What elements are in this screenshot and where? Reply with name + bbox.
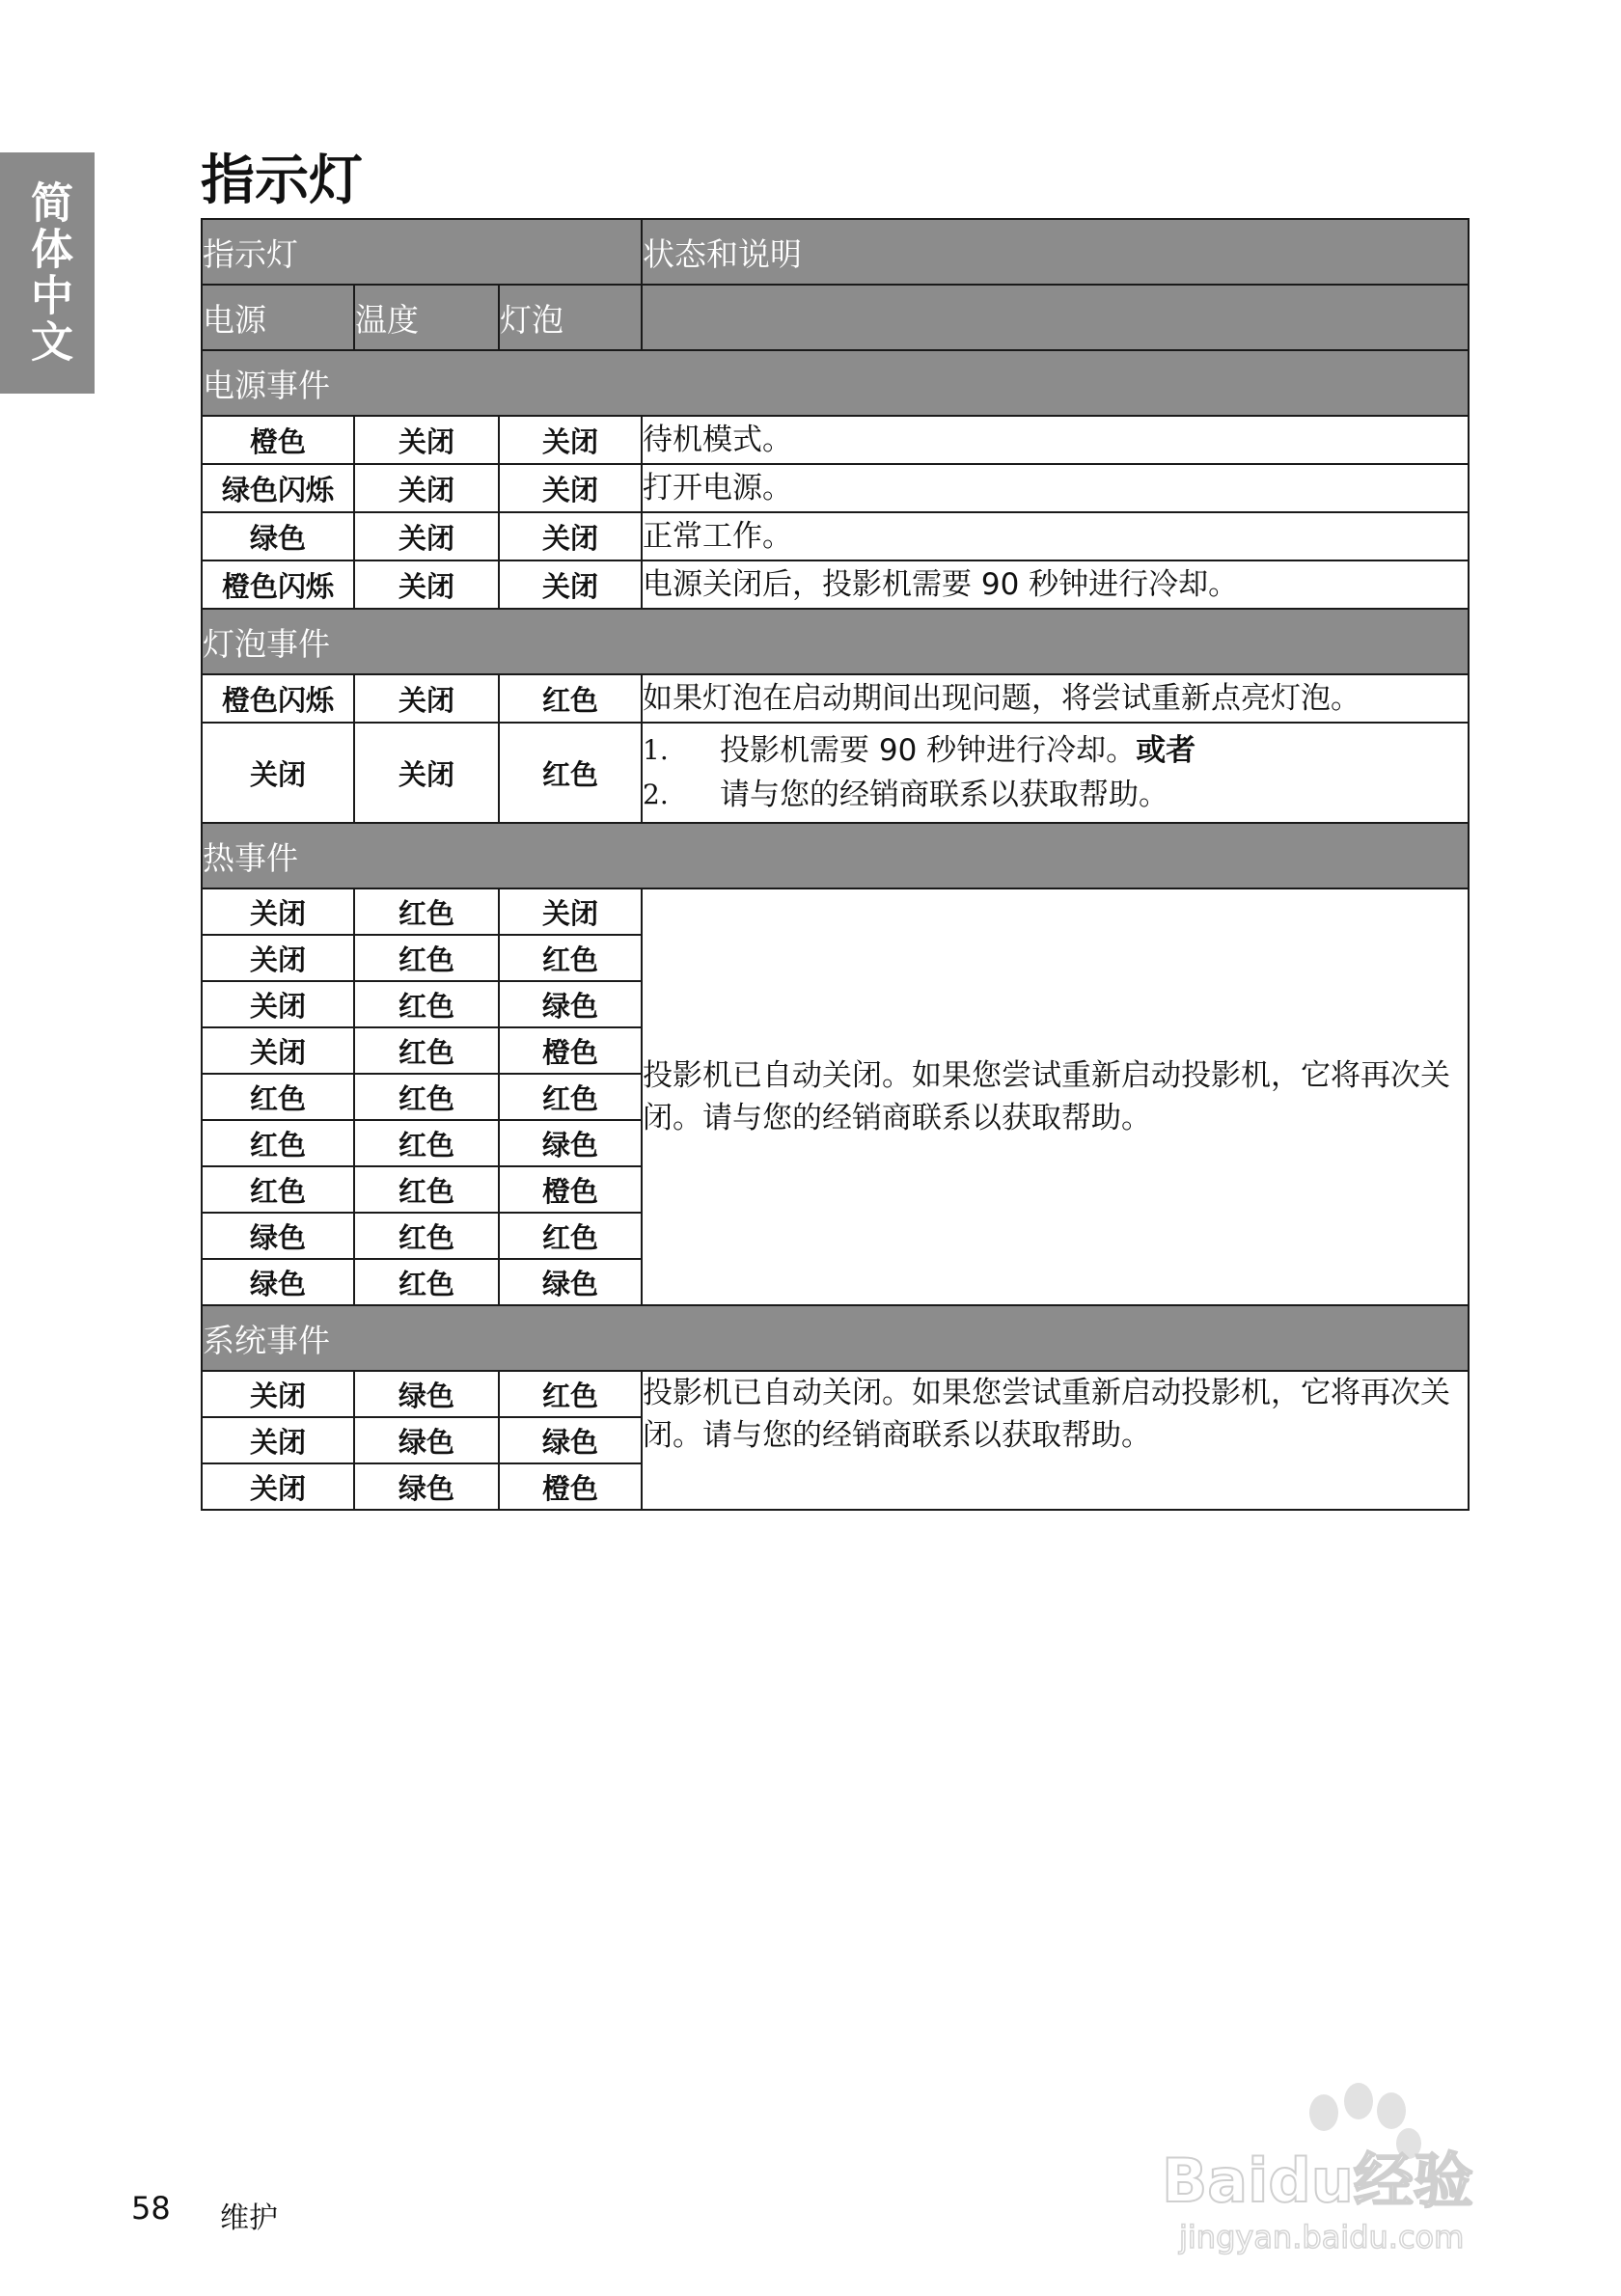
temp-cell: 红色 <box>354 1027 499 1074</box>
lamp-cell: 关闭 <box>499 888 642 935</box>
lamp-cell: 关闭 <box>499 560 642 609</box>
temp-cell: 绿色 <box>354 1463 499 1510</box>
lamp-cell: 关闭 <box>499 464 642 512</box>
temp-cell: 红色 <box>354 1213 499 1259</box>
power-cell: 红色 <box>202 1120 354 1166</box>
power-cell: 关闭 <box>202 1417 354 1463</box>
lamp-cell: 红色 <box>499 674 642 723</box>
lamp-cell: 绿色 <box>499 1259 642 1305</box>
lamp-cell: 红色 <box>499 1371 642 1417</box>
table-row <box>202 674 1469 723</box>
power-cell: 绿色 <box>202 1259 354 1305</box>
power-cell: 关闭 <box>202 935 354 981</box>
lamp-cell: 绿色 <box>499 1417 642 1463</box>
temp-cell: 绿色 <box>354 1417 499 1463</box>
temp-cell: 红色 <box>354 888 499 935</box>
power-cell: 绿色闪烁 <box>202 464 354 512</box>
steps-list <box>643 728 1468 817</box>
power-cell: 红色 <box>202 1166 354 1213</box>
step-emphasis: 或者 <box>1136 733 1196 768</box>
lamp-cell: 橙色 <box>499 1463 642 1510</box>
baidu-watermark <box>1160 2074 1584 2257</box>
section-thermal-events <box>202 823 1469 888</box>
step-text: 请与您的经销商联系以获取帮助。 <box>720 778 1169 812</box>
power-cell: 绿色 <box>202 512 354 560</box>
lamp-cell: 绿色 <box>499 981 642 1027</box>
power-cell: 绿色 <box>202 1213 354 1259</box>
header-status-desc: 状态和说明 <box>642 219 1469 285</box>
header-indicator: 指示灯 <box>202 219 642 285</box>
step-number: 2. <box>643 779 669 810</box>
language-tab-label: 简体中文 <box>23 180 72 366</box>
desc-cell: 打开电源。 <box>642 464 1469 512</box>
temp-cell: 红色 <box>354 1074 499 1120</box>
watermark-url: jingyan.baidu.com <box>1179 2219 1465 2255</box>
power-cell: 橙色闪烁 <box>202 674 354 723</box>
header-row-2 <box>202 285 1469 350</box>
power-cell: 关闭 <box>202 888 354 935</box>
language-tab <box>0 152 95 394</box>
header-row-1 <box>202 219 1469 285</box>
lamp-cell: 关闭 <box>499 512 642 560</box>
power-cell: 关闭 <box>202 1371 354 1417</box>
header-power: 电源 <box>202 285 354 350</box>
lamp-cell: 红色 <box>499 1074 642 1120</box>
section-label: 电源事件 <box>202 350 1469 416</box>
section-label: 热事件 <box>202 823 1469 888</box>
lamp-cell: 红色 <box>499 1213 642 1259</box>
desc-cell <box>642 723 1469 823</box>
desc-cell: 如果灯泡在启动期间出现问题，将尝试重新点亮灯泡。 <box>642 674 1469 723</box>
desc-cell: 投影机已自动关闭。如果您尝试重新启动投影机，它将再次关闭。请与您的经销商联系以获取帮助。 <box>642 888 1469 1305</box>
power-cell: 关闭 <box>202 981 354 1027</box>
list-item <box>643 773 1468 817</box>
desc-cell: 电源关闭后，投影机需要 90 秒钟进行冷却。 <box>642 560 1469 609</box>
section-lamp-events <box>202 609 1469 674</box>
header-lamp: 灯泡 <box>499 285 642 350</box>
page-number: 58 <box>131 2190 171 2227</box>
table-row <box>202 512 1469 560</box>
table-row <box>202 723 1469 823</box>
table-row <box>202 416 1469 464</box>
table-row <box>202 888 1469 935</box>
desc-cell: 待机模式。 <box>642 416 1469 464</box>
temp-cell: 关闭 <box>354 674 499 723</box>
power-cell: 橙色 <box>202 416 354 464</box>
lamp-cell: 橙色 <box>499 1166 642 1213</box>
power-cell: 橙色闪烁 <box>202 560 354 609</box>
section-label: 灯泡事件 <box>202 609 1469 674</box>
lamp-cell: 红色 <box>499 723 642 823</box>
header-empty <box>642 285 1469 350</box>
page-title: 指示灯 <box>201 150 363 212</box>
temp-cell: 关闭 <box>354 723 499 823</box>
temp-cell: 绿色 <box>354 1371 499 1417</box>
temp-cell: 红色 <box>354 1259 499 1305</box>
footer-section: 维护 <box>220 2201 278 2235</box>
indicator-table <box>201 218 1470 1511</box>
section-system-events <box>202 1305 1469 1371</box>
temp-cell: 红色 <box>354 1166 499 1213</box>
watermark-brand: Baidu经验 <box>1162 2146 1473 2216</box>
power-cell: 关闭 <box>202 723 354 823</box>
desc-cell: 正常工作。 <box>642 512 1469 560</box>
lamp-cell: 红色 <box>499 935 642 981</box>
table-row <box>202 1371 1469 1417</box>
step-text: 投影机需要 90 秒钟进行冷却。或者 <box>720 733 1196 768</box>
power-cell: 关闭 <box>202 1027 354 1074</box>
temp-cell: 关闭 <box>354 512 499 560</box>
table-row <box>202 464 1469 512</box>
desc-cell: 投影机已自动关闭。如果您尝试重新启动投影机，它将再次关闭。请与您的经销商联系以获取帮助。 <box>642 1371 1469 1510</box>
section-power-events <box>202 350 1469 416</box>
header-temp: 温度 <box>354 285 499 350</box>
lamp-cell: 关闭 <box>499 416 642 464</box>
power-cell: 红色 <box>202 1074 354 1120</box>
section-label: 系统事件 <box>202 1305 1469 1371</box>
temp-cell: 红色 <box>354 1120 499 1166</box>
lamp-cell: 橙色 <box>499 1027 642 1074</box>
step-number: 1. <box>643 734 669 766</box>
power-cell: 关闭 <box>202 1463 354 1510</box>
temp-cell: 红色 <box>354 981 499 1027</box>
temp-cell: 关闭 <box>354 464 499 512</box>
temp-cell: 红色 <box>354 935 499 981</box>
lamp-cell: 绿色 <box>499 1120 642 1166</box>
list-item <box>643 728 1468 773</box>
temp-cell: 关闭 <box>354 416 499 464</box>
table-row <box>202 560 1469 609</box>
temp-cell: 关闭 <box>354 560 499 609</box>
